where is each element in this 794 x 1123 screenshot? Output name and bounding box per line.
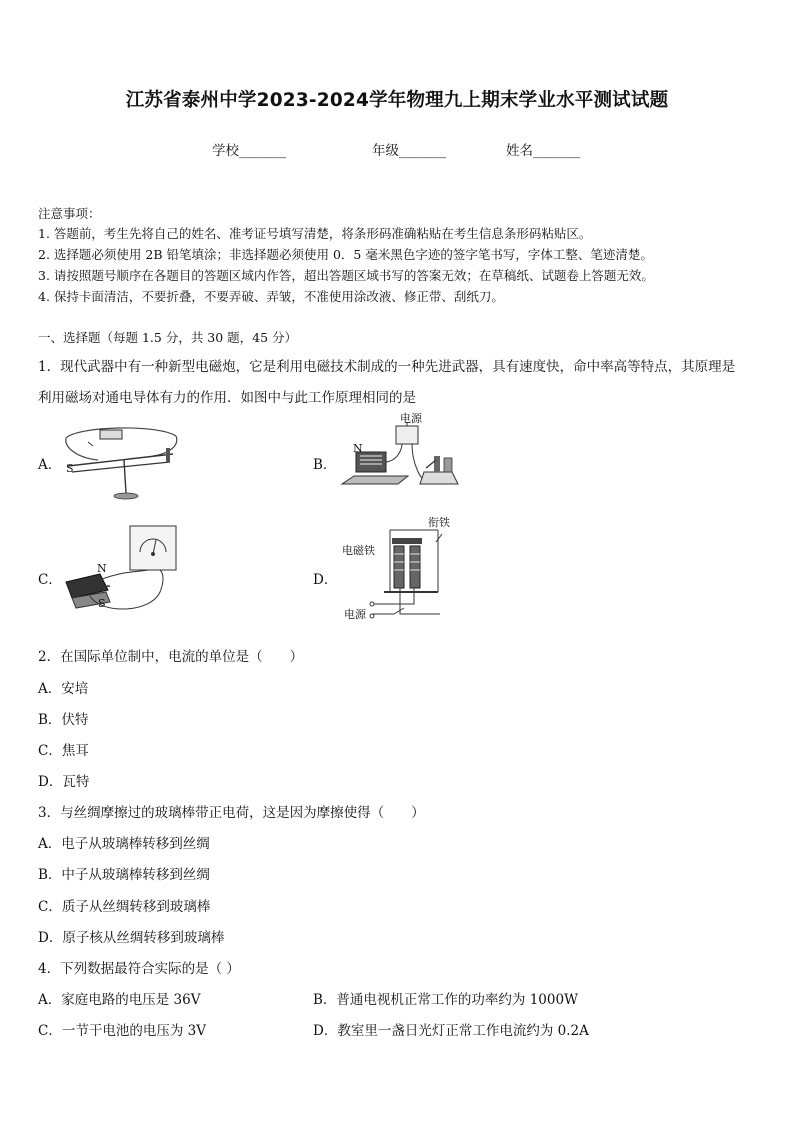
- school-field: 学校_______: [212, 143, 287, 159]
- section-heading: 一、选择题（每题 1.5 分，共 30 题，45 分）: [38, 330, 298, 345]
- notice-item: 2. 选择题必须使用 2B 铅笔填涂；非选择题必须使用 0．5 毫米黑色字迹的签字笔书写，字体工整、笔迹清楚。: [38, 247, 653, 262]
- figure-d-electromagnet-label: 电磁铁: [342, 544, 375, 557]
- question-4-option: D．教室里一盏日光灯正常工作电流约为 0.2A: [313, 1023, 589, 1039]
- question-3-stem: 3．与丝绸摩擦过的玻璃棒带正电荷，这是因为摩擦使得（ ）: [38, 805, 425, 821]
- question-3-option: C．质子从丝绸转移到玻璃棒: [38, 899, 211, 915]
- notice-item: 1. 答题前，考生先将自己的姓名、准考证号填写清楚，将条形码准确粘贴在考生信息条形码粘贴区。: [38, 226, 592, 241]
- question-3-option: D．原子核从丝绸转移到玻璃棒: [38, 930, 225, 946]
- question-3-option: A．电子从玻璃棒转移到丝绸: [38, 836, 210, 852]
- question-4-option: A．家庭电路的电压是 36V: [38, 992, 201, 1008]
- name-field: 姓名_______: [506, 143, 581, 159]
- option-label-b: B．: [313, 457, 337, 473]
- figure-c-n-label: N: [97, 562, 107, 575]
- notice-heading: 注意事项：: [38, 206, 101, 221]
- question-2-stem: 2．在国际单位制中，电流的单位是（ ）: [38, 649, 304, 665]
- figure-c-s-label: S: [98, 597, 106, 610]
- figure-d-apparatus: [342, 516, 462, 630]
- question-4-stem: 4．下列数据最符合实际的是（ ）: [38, 961, 240, 977]
- figure-d-power-label: 电源: [344, 608, 366, 621]
- question-4-option: C．一节干电池的电压为 3V: [38, 1023, 206, 1039]
- question-2-option: B．伏特: [38, 712, 89, 728]
- grade-field: 年级_______: [372, 143, 447, 159]
- option-label-c: C．: [38, 572, 62, 588]
- question-2-option: A．安培: [38, 681, 89, 697]
- figure-a-apparatus: [58, 418, 183, 508]
- figure-c-apparatus: [60, 522, 185, 622]
- question-2-option: C．焦耳: [38, 743, 89, 759]
- question-2-option: D．瓦特: [38, 774, 90, 790]
- option-label-d: D．: [313, 572, 338, 588]
- option-label-a: A．: [38, 457, 62, 473]
- page-title: 江苏省泰州中学2023-2024学年物理九上期末学业水平测试试题: [125, 90, 669, 111]
- notice-item: 3. 请按照题号顺序在各题目的答题区域内作答，超出答题区域书写的答案无效；在草稿纸、试题卷上答题无效。: [38, 268, 654, 283]
- notice-item: 4. 保持卡面清洁，不要折叠，不要弄破、弄皱，不准使用涂改液、修正带、刮纸刀。: [38, 289, 504, 304]
- figure-b-n-label: N: [353, 442, 363, 455]
- question-4-option: B．普通电视机正常工作的功率约为 1000W: [313, 992, 578, 1008]
- figure-a-s-label: S: [66, 462, 74, 475]
- figure-b-apparatus: [340, 412, 465, 497]
- question-1-line-1: 1．现代武器中有一种新型电磁炮，它是利用电磁技术制成的一种先进武器，具有速度快，命中率高等特点，其原理是: [38, 359, 736, 375]
- question-1-line-2: 利用磁场对通电导体有力的作用．如图中与此工作原理相同的是: [38, 390, 416, 406]
- figure-d-armature-label: 衔铁: [428, 516, 450, 529]
- figure-b-power-label: 电源: [400, 412, 422, 425]
- question-3-option: B．中子从玻璃棒转移到丝绸: [38, 867, 210, 883]
